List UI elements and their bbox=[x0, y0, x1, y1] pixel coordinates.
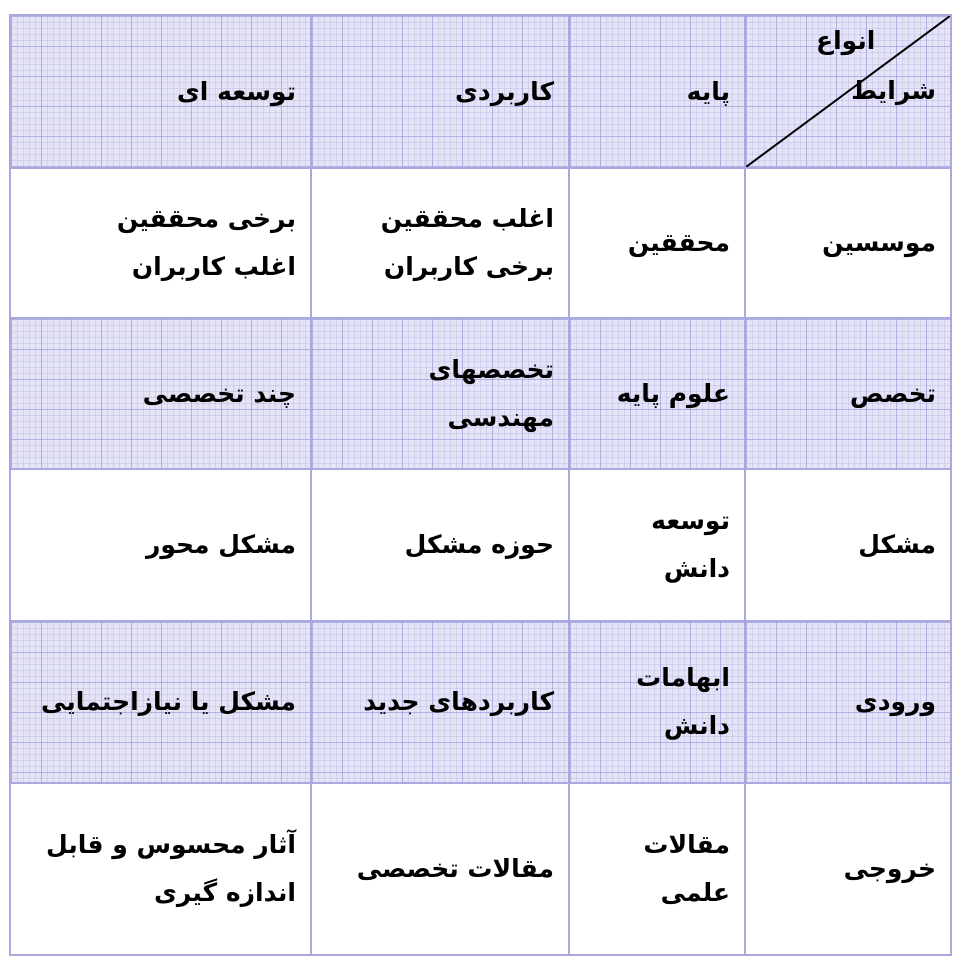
row-header: مشکل bbox=[745, 469, 951, 621]
table-cell: برخی محققین اغلب کاربران bbox=[10, 168, 311, 318]
header-row bbox=[10, 15, 951, 168]
table-cell: علوم پایه bbox=[569, 318, 745, 469]
row-header: تخصص bbox=[745, 318, 951, 469]
table-cell: چند تخصصی bbox=[10, 318, 311, 469]
table-row-problem bbox=[10, 469, 951, 621]
table-cell: توسعه دانش bbox=[569, 469, 745, 621]
research-types-table bbox=[9, 14, 952, 956]
table-cell: مقالات تخصصی bbox=[311, 783, 569, 955]
corner-label-conditions: شرایط bbox=[851, 76, 936, 105]
row-header: خروجی bbox=[745, 783, 951, 955]
row-header: ورودی bbox=[745, 621, 951, 783]
table-cell: مشکل یا نیازاجتمایی bbox=[10, 621, 311, 783]
table-row-founders bbox=[10, 168, 951, 318]
table-cell: مقالات علمی bbox=[569, 783, 745, 955]
table-cell: محققین bbox=[569, 168, 745, 318]
table-cell: حوزه مشکل bbox=[311, 469, 569, 621]
table-row-output bbox=[10, 783, 951, 955]
table-row-input bbox=[10, 621, 951, 783]
column-header-basic: پایه bbox=[569, 15, 745, 168]
table-cell: ابهامات دانش bbox=[569, 621, 745, 783]
table-cell: آثار محسوس و قابل اندازه گیری bbox=[10, 783, 311, 955]
table-row-specialty bbox=[10, 318, 951, 469]
corner-cell bbox=[745, 15, 951, 168]
table-cell: کاربردهای جدید bbox=[311, 621, 569, 783]
table-cell: مشکل محور bbox=[10, 469, 311, 621]
table-cell: اغلب محققین برخی کاربران bbox=[311, 168, 569, 318]
corner-label-types: انواع bbox=[816, 26, 876, 55]
row-header: موسسین bbox=[745, 168, 951, 318]
table-cell: تخصصهای مهندسی bbox=[311, 318, 569, 469]
column-header-applied: کاربردی bbox=[311, 15, 569, 168]
column-header-developmental: توسعه ای bbox=[10, 15, 311, 168]
